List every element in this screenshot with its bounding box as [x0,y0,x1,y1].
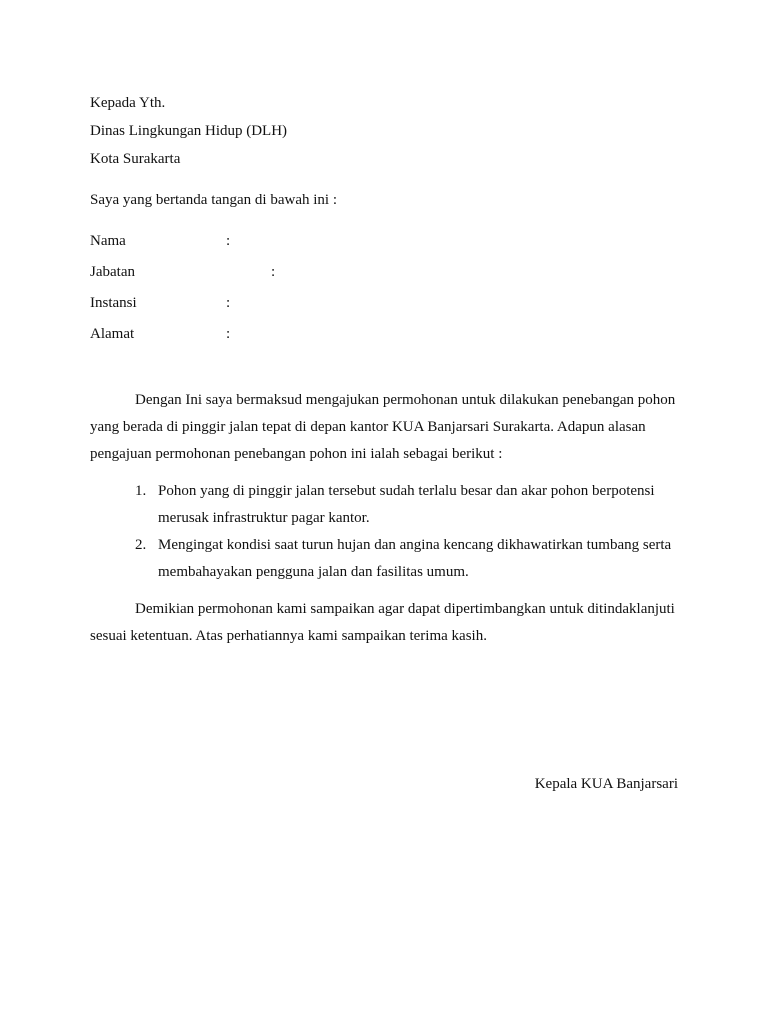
field-colon-alamat: : [226,326,231,342]
field-label-jabatan: Jabatan [90,264,135,280]
list-item [90,532,680,586]
field-label-instansi: Instansi [90,295,137,311]
intro-text: Saya yang bertanda tangan di bawah ini : [90,192,338,208]
reasons-list [90,478,680,586]
field-colon-jabatan: : [271,264,276,280]
closing-paragraph: Demikian permohonan kami sampaikan agar dapat dipertimbangkan untuk ditindaklanjuti sesuai ketentuan. Atas perhatiannya kami sampaikan terima kasih. [90,601,675,644]
recipient-city: Kota Surakarta [90,151,181,167]
list-item-number: 2. [135,537,147,553]
field-label-alamat: Alamat [90,326,135,342]
field-label-nama: Nama [90,233,126,249]
list-item [90,478,680,532]
list-item-number: 1. [135,483,147,499]
recipient-agency: Dinas Lingkungan Hidup (DLH) [90,123,288,139]
list-item-text: Pohon yang di pinggir jalan tersebut sudah terlalu besar dan akar pohon berpotensi merusak infrastruktur pagar kantor. [158,483,655,526]
signature-title: Kepala KUA Banjarsari [534,776,678,792]
request-paragraph: Dengan Ini saya bermaksud mengajukan permohonan untuk dilakukan penebangan pohon yang berada di pinggir jalan tepat di depan kantor KUA Banjarsari Surakarta. Adapun alasan pengajuan permohonan penebangan pohon ini ialah sebagai berikut : [90,392,676,462]
field-colon-nama: : [226,233,231,249]
recipient-salutation: Kepada Yth. [90,95,166,111]
list-item-text: Mengingat kondisi saat turun hujan dan angina kencang dikhawatirkan tumbang serta membahayakan pengguna jalan dan fasilitas umum. [158,537,672,580]
field-colon-instansi: : [226,295,231,311]
